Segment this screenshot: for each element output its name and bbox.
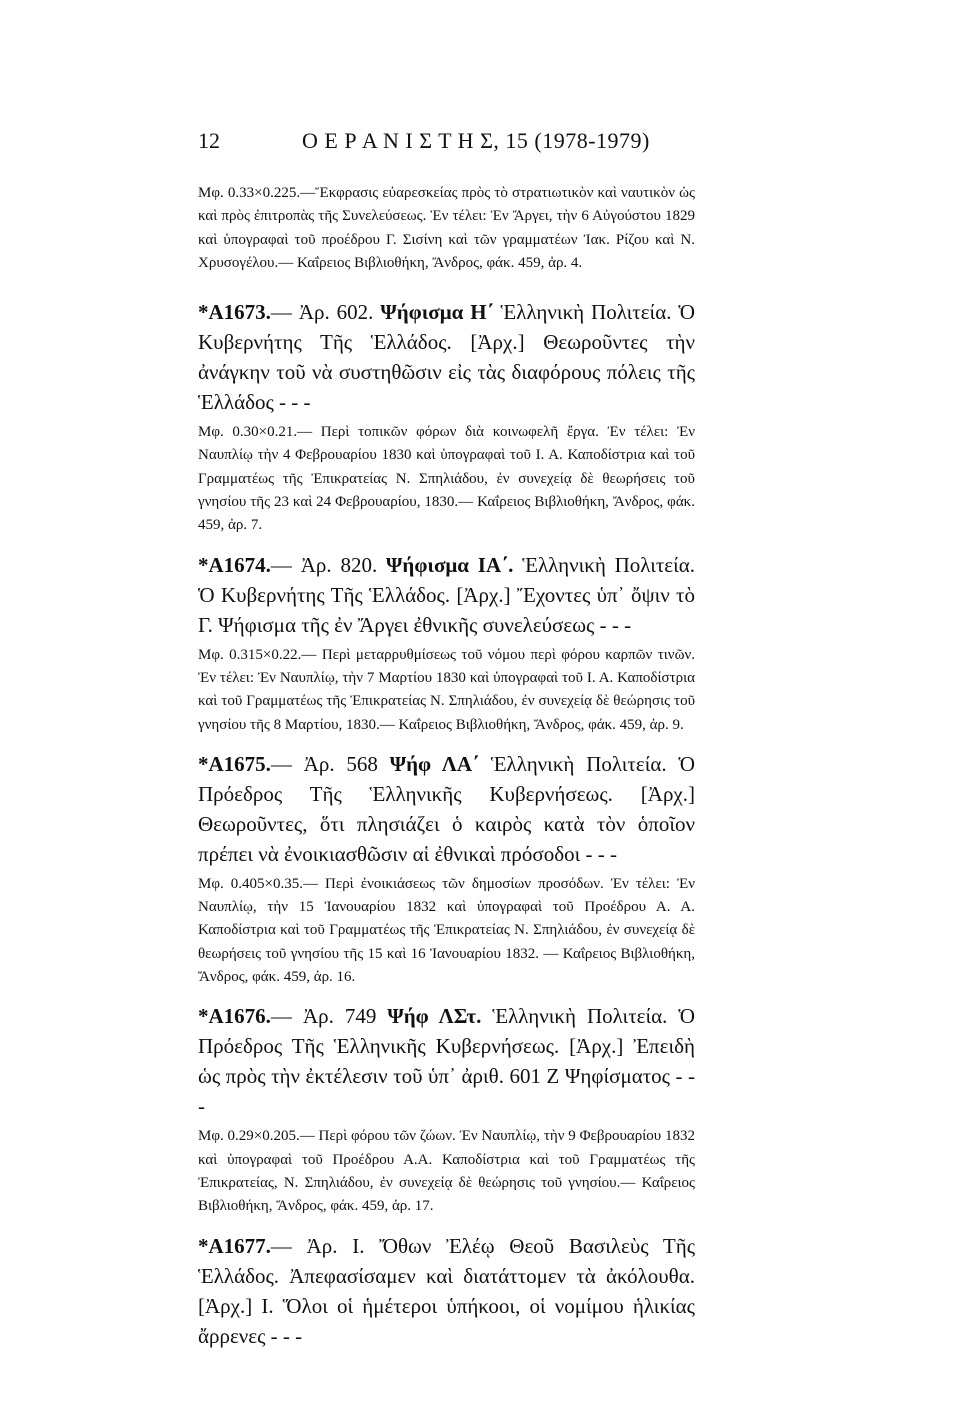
entry-ref: — Ἀρ. 568 [270, 751, 378, 776]
entry-ref: — Ἀρ. 602. [270, 300, 374, 325]
entry-number: *Α1676. [198, 1004, 271, 1029]
entry-number: *Α1677. [198, 1233, 271, 1258]
page-number: 12 [198, 128, 220, 153]
catalogue-entry [198, 1231, 695, 1351]
entry-doc: Ψήφ ΛΑ΄ [389, 751, 479, 776]
entry-heading-text: Ἑλληνικὴ Πολιτεία. Ὁ Πρόεδρος Τῆς Ἑλληνικῆς Κυβερνήσεως. [Ἀρχ.] Ἐπειδὴ ὡς πρὸς τὴν ἐκτέλεσιν τοῦ ὑπ᾽ ἀριθ. 601 Ζ Ψηφίσματος - - - [198, 1004, 695, 1119]
catalogue-entry [198, 297, 695, 537]
entry-number: *Α1674. [198, 552, 271, 577]
catalogue-entry [198, 1001, 695, 1218]
entry-description: Μφ. 0.315×0.22.— Περὶ μεταρρυθμίσεως τοῦ νόμου περὶ φόρου καρπῶν τινῶν. Ἐν τέλει: Ἐν Ναυπλίῳ, τὴν 7 Μαρτίου 1830 καὶ ὑπογραφαὶ τοῦ Ι. Α. Καποδίστρια καὶ τοῦ Γραμματέως τῆς Ἐπικρατείας Ν. Σπηλιάδου, ἐν συνεχείᾳ δὲ θεώρησις τοῦ γνησίου τῆς 8 Μαρτίου, 1830.— Καΐρειος Βιβλιοθήκη, Ἄνδρος, φάκ. 459, ἀρ. 9. [198, 646, 695, 733]
entry-number: *Α1673. [198, 300, 271, 325]
entry-heading [198, 550, 695, 640]
catalogue-entry [198, 749, 695, 989]
entry-number: *Α1675. [198, 751, 271, 776]
catalogue-entry [198, 550, 695, 737]
catalogue-text [198, 182, 695, 1351]
entry-heading [198, 1001, 695, 1121]
entry-doc: Ψήφ ΛΣτ. [387, 1004, 482, 1029]
entry-heading [198, 297, 695, 417]
entry-heading-text: Ἑλληνικὴ Πολιτεία. Ὁ Κυβερνήτης Τῆς Ἑλλάδος. [Ἀρχ.] Θεωροῦντες τὴν ἀνάγκην τοῦ νὰ συστηθῶσιν εἰς τὰς διαφόρους πόλεις τῆς Ἑλλάδος - - - [198, 300, 696, 415]
intro-description: Μφ. 0.33×0.225.—Ἔκφρασις εὐαρεσκείας πρὸς τὸ στρατιωτικὸν καὶ ναυτικὸν ὡς καὶ πρὸς ἐπιτροπὰς τῆς Συνελεύσεως. Ἐν τέλει: Ἐν Ἄργει, τὴν 6 Αὐγούστου 1829 καὶ ὑπογραφαὶ τοῦ προέδρου Γ. Σισίνη καὶ τῶν γραμματέων Ἰακ. Ρίζου καὶ Ν. Χρυσογέλου.— Καΐρειος Βιβλιοθήκη, Ἄνδρος, φάκ. 459, ἀρ. 4. [198, 185, 695, 271]
entry-ref: — Ἀρ. 749 [270, 1004, 377, 1029]
entry-ref: — Ἀρ. Ι. [270, 1233, 365, 1258]
entry-heading-text: Ἑλληνικὴ Πολιτεία. Ὁ Κυβερνήτης Τῆς Ἑλλάδος. [Ἀρχ.] Ἔχοντες ὑπ᾽ ὄψιν τὸ Γ. Ψήφισμα τῆς ἐν Ἄργει ἐθνικῆς συνελεύσεως - - - [198, 552, 696, 637]
entry-heading [198, 1231, 695, 1351]
entry-description: Μφ. 0.405×0.35.— Περὶ ἐνοικιάσεως τῶν δημοσίων προσόδων. Ἐν τέλει: Ἐν Ναυπλίῳ, τὴν 15 Ἰανουαρίου 1832 καὶ ὑπογραφαὶ τοῦ Προέδρου Α. Α. Καποδίστρια καὶ τοῦ Γραμματέως τῆς Ἐπικρατείας Ν. Σπηλιάδου, ἐν συνεχείᾳ δὲ θεωρήσεις τοῦ γνησίου τῆς 15 καὶ 16 Ἰανουαρίου 1832. — Καΐρειος Βιβλιοθήκη, Ἄνδρος, φάκ. 459, ἀρ. 16. [198, 875, 695, 986]
entry-doc: Ψήφισμα Η΄ [380, 300, 494, 325]
running-title: Ο Ε Ρ Α Ν Ι Σ Τ Η Σ, 15 (1978-1979) [302, 128, 650, 153]
entry-heading [198, 749, 695, 869]
page-header [198, 128, 698, 158]
entry-ref: — Ἀρ. 820. [270, 552, 378, 577]
entry-heading-text: Ὄθων Ἐλέῳ Θεοῦ Βασιλεὺς Τῆς Ἑλλάδος. Ἀπεφασίσαμεν καὶ διατάττομεν τὰ ἀκόλουθα. [Ἀρχ.] Ι. Ὅλοι οἱ ἡμέτεροι ὑπήκοοι, οἱ νομίμου ἡλικίας ἄρρενες - - - [198, 1233, 696, 1348]
entry-heading-text: Ἑλληνικὴ Πολιτεία. Ὁ Πρόεδρος Τῆς Ἑλληνικῆς Κυβερνήσεως. [Ἀρχ.] Θεωροῦντες, ὅτι πλησιάζει ὁ καιρὸς κατὰ τὸν ὁποῖον πρέπει νὰ ἐνοικιασθῶσιν αἱ ἐθνικαὶ πρόσοδοι - - - [198, 751, 696, 866]
entry-description: Μφ. 0.30×0.21.— Περὶ τοπικῶν φόρων διὰ κοινωφελῆ ἔργα. Ἐν τέλει: Ἐν Ναυπλίῳ τὴν 4 Φεβρουαρίου 1830 καὶ ὑπογραφαὶ τοῦ Ι. Α. Καποδίστρια καὶ τοῦ Γραμματέως τῆς Ἐπικρατείας Ν. Σπηλιάδου, ἐν συνεχείᾳ δὲ θεωρήσεις τοῦ γνησίου τῆς 23 καὶ 24 Φεβρουαρίου, 1830.— Καΐρειος Βιβλιοθήκη, Ἄνδρος, φάκ. 459, ἀρ. 7. [198, 424, 695, 534]
entry-doc: Ψήφισμα ΙΑ΄. [386, 552, 514, 577]
entry-description: Μφ. 0.29×0.205.— Περὶ φόρου τῶν ζώων. Ἐν Ναυπλίῳ, τὴν 9 Φεβρουαρίου 1832 καὶ ὑπογραφαὶ τοῦ Προέδρου Α.Α. Καποδίστρια καὶ τοῦ Γραμματέως τῆς Ἐπικρατείας, Ν. Σπηλιάδου, ἐν συνεχείᾳ δὲ θεώρησις τοῦ γνησίου.— Καΐρειος Βιβλιοθήκη, Ἄνδρος, φάκ. 459, ἀρ. 17. [198, 1128, 695, 1215]
